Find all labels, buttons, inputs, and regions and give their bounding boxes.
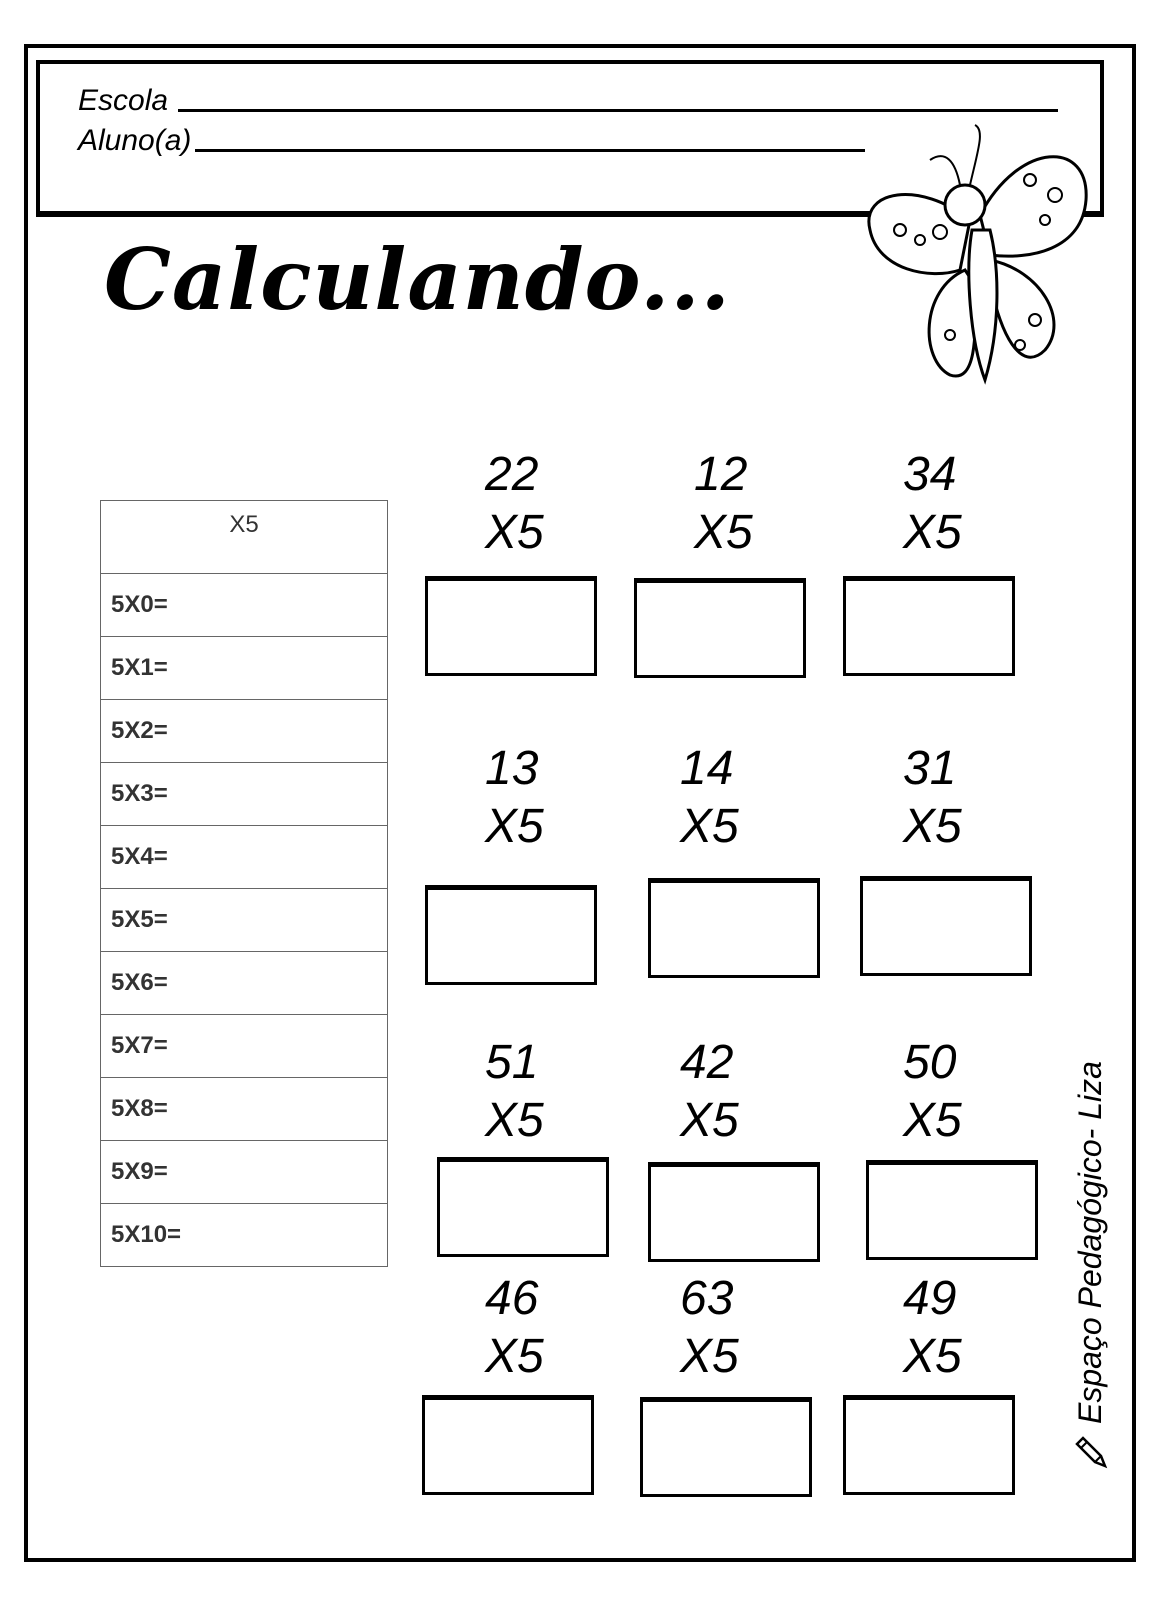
table-row[interactable] xyxy=(101,889,388,952)
table-row[interactable] xyxy=(101,700,388,763)
problem-number: 12 xyxy=(694,448,748,501)
problem xyxy=(620,1034,796,1150)
problem-number: 34 xyxy=(903,448,957,501)
table-row[interactable] xyxy=(101,1015,388,1078)
problem xyxy=(620,1270,796,1386)
page-title: Calculando... xyxy=(104,230,731,329)
credit xyxy=(1072,1061,1109,1470)
problem-number: 13 xyxy=(485,742,539,795)
answer-box[interactable] xyxy=(640,1397,812,1497)
problem xyxy=(425,1270,601,1386)
answer-box[interactable] xyxy=(843,1395,1015,1495)
problem-multiplier: X5 xyxy=(485,1094,544,1147)
problem-number: 14 xyxy=(680,742,734,795)
school-label: Escola xyxy=(78,84,169,117)
problem xyxy=(843,740,1019,856)
table-row[interactable] xyxy=(101,637,388,700)
problem xyxy=(425,1034,601,1150)
problem-multiplier: X5 xyxy=(903,800,962,853)
answer-box[interactable] xyxy=(648,878,820,978)
table-row[interactable] xyxy=(101,1078,388,1141)
student-line xyxy=(78,124,978,158)
answer-box[interactable] xyxy=(866,1160,1038,1260)
table-cell[interactable]: 5X0= xyxy=(101,574,388,637)
school-line xyxy=(78,84,1078,118)
credit-text: Espaço Pedagógico- Liza xyxy=(1072,1061,1108,1424)
problem-multiplier: X5 xyxy=(485,800,544,853)
table-cell[interactable]: 5X4= xyxy=(101,826,388,889)
answer-box[interactable] xyxy=(634,578,806,678)
table-row[interactable] xyxy=(101,1141,388,1204)
butterfly-icon xyxy=(860,120,1100,400)
table-cell[interactable]: 5X9= xyxy=(101,1141,388,1204)
table-cell[interactable]: 5X8= xyxy=(101,1078,388,1141)
table-cell[interactable]: 5X7= xyxy=(101,1015,388,1078)
problem-number: 22 xyxy=(485,448,539,501)
problem xyxy=(425,740,601,856)
table-cell[interactable]: 5X10= xyxy=(101,1204,388,1267)
problem-number: 31 xyxy=(903,742,957,795)
problem-multiplier: X5 xyxy=(903,1330,962,1383)
problem-multiplier: X5 xyxy=(903,1094,962,1147)
table-row[interactable] xyxy=(101,952,388,1015)
answer-box[interactable] xyxy=(437,1157,609,1257)
problem-number: 51 xyxy=(485,1036,539,1089)
answer-box[interactable] xyxy=(422,1395,594,1495)
answer-box[interactable] xyxy=(648,1162,820,1262)
answer-box[interactable] xyxy=(425,576,597,676)
school-input-line[interactable] xyxy=(178,109,1058,112)
table-cell[interactable]: 5X1= xyxy=(101,637,388,700)
table-header-row xyxy=(101,501,388,574)
problem-multiplier: X5 xyxy=(680,800,739,853)
table-cell[interactable]: 5X3= xyxy=(101,763,388,826)
table-row[interactable] xyxy=(101,1204,388,1267)
multiplication-table xyxy=(100,500,388,1267)
table-cell[interactable]: 5X5= xyxy=(101,889,388,952)
problem-number: 49 xyxy=(903,1272,957,1325)
table-row[interactable] xyxy=(101,763,388,826)
problem-multiplier: X5 xyxy=(485,506,544,559)
problem-multiplier: X5 xyxy=(680,1094,739,1147)
problem xyxy=(843,1270,1019,1386)
problem-number: 63 xyxy=(680,1272,734,1325)
answer-box[interactable] xyxy=(843,576,1015,676)
problem-multiplier: X5 xyxy=(903,506,962,559)
student-input-line[interactable] xyxy=(195,149,865,152)
problem-number: 46 xyxy=(485,1272,539,1325)
table-row[interactable] xyxy=(101,826,388,889)
problem-number: 50 xyxy=(903,1036,957,1089)
problem xyxy=(843,1034,1019,1150)
problem xyxy=(620,740,796,856)
problem xyxy=(843,446,1019,562)
table-cell[interactable]: 5X6= xyxy=(101,952,388,1015)
table-row[interactable] xyxy=(101,574,388,637)
problem xyxy=(634,446,810,562)
problem-multiplier: X5 xyxy=(694,506,753,559)
table-heading: X5 xyxy=(101,501,388,574)
pencil-icon xyxy=(1073,1434,1109,1470)
problem-number: 42 xyxy=(680,1036,734,1089)
problem-multiplier: X5 xyxy=(485,1330,544,1383)
problem-multiplier: X5 xyxy=(680,1330,739,1383)
problem xyxy=(425,446,601,562)
answer-box[interactable] xyxy=(860,876,1032,976)
student-label: Aluno(a) xyxy=(78,124,192,157)
answer-box[interactable] xyxy=(425,885,597,985)
table-cell[interactable]: 5X2= xyxy=(101,700,388,763)
